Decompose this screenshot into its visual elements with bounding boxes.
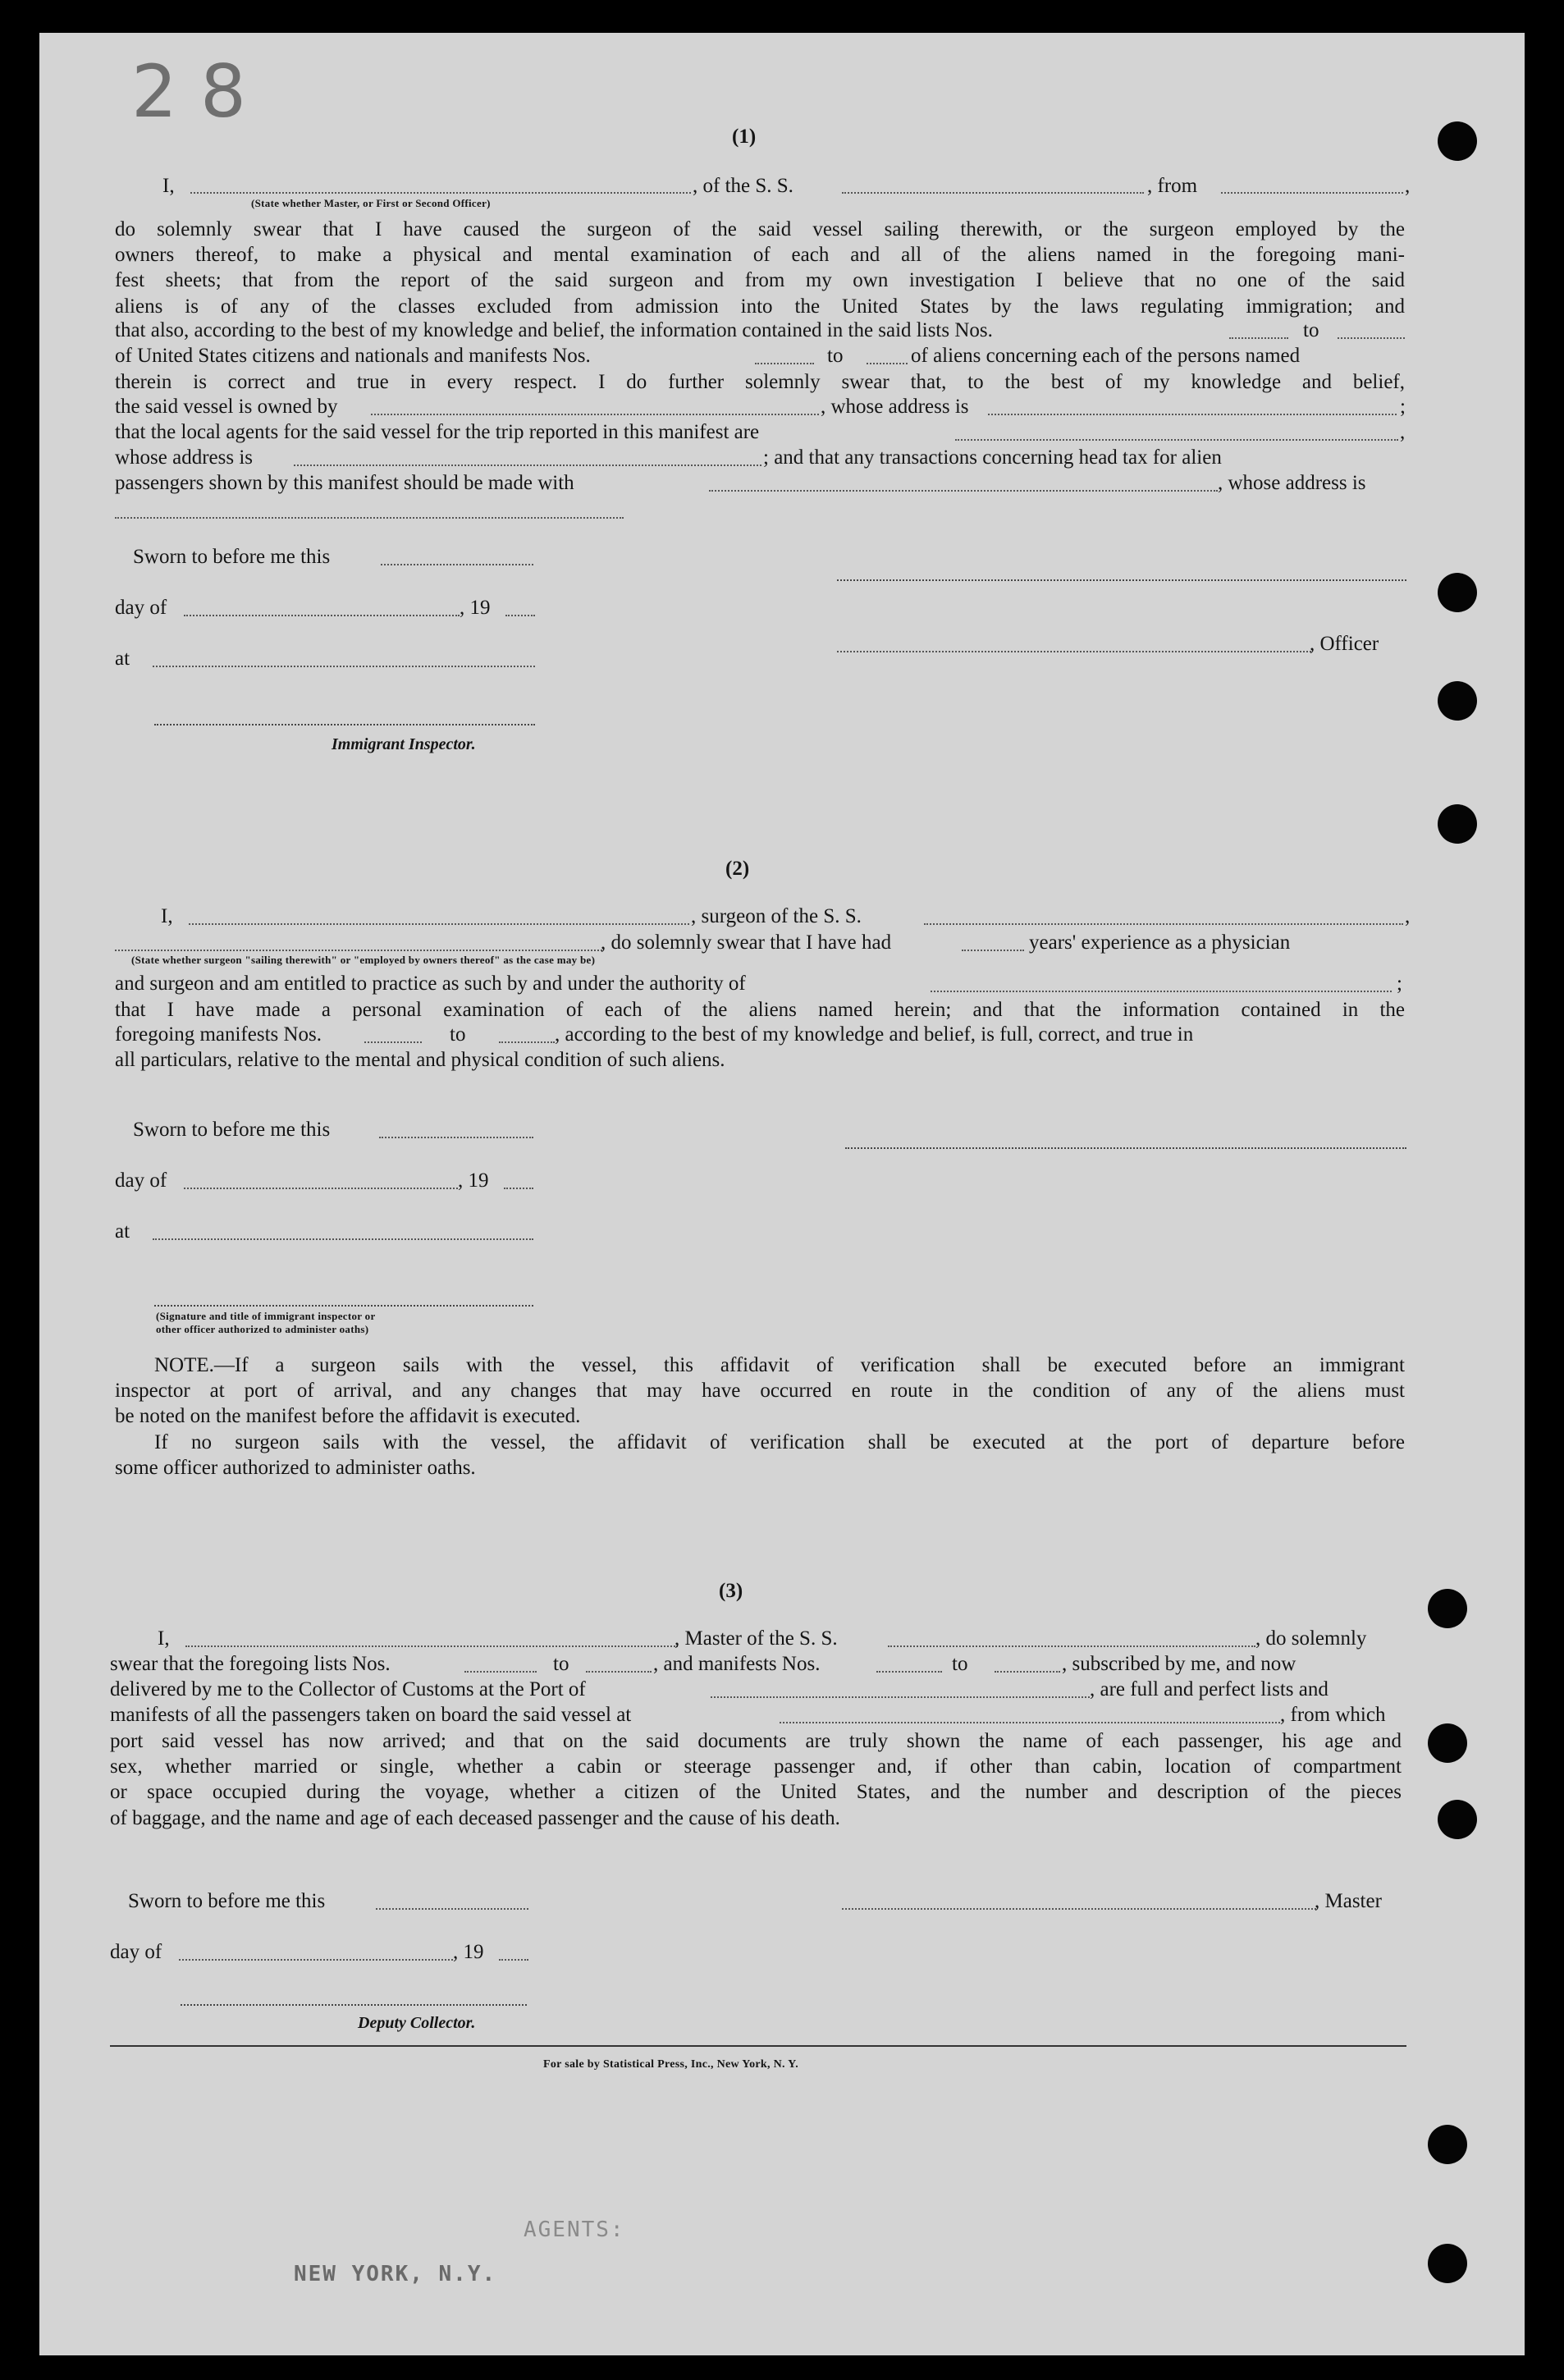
s1-comma: , xyxy=(1405,175,1411,197)
agent-stamp: AGENTS: xyxy=(524,2218,625,2242)
s1-manifests-to: to xyxy=(827,345,844,367)
s1-manifests-to-blank xyxy=(867,363,908,364)
s2-signature-caption: (Signature and title of immigrant inspector or xyxy=(156,1310,376,1322)
s2-semicolon: ; xyxy=(1397,973,1402,995)
s2-signature-caption: other officer authorized to administer oaths) xyxy=(156,1323,369,1335)
s2-text-line: that I have made a personal examination of each of the aliens named herein; and that the information contained in the xyxy=(115,999,1405,1021)
s2-vessel-blank xyxy=(924,923,1403,925)
punch-hole xyxy=(1428,1589,1467,1628)
s3-port-blank xyxy=(711,1696,1090,1698)
s1-headtax-label: passengers shown by this manifest should be made with xyxy=(115,472,574,494)
s3-lists-to-blank xyxy=(586,1671,652,1673)
note-line: inspector at port of arrival, and any changes that may have occurred en route in the condition of any of the aliens must xyxy=(115,1380,1405,1403)
printer-imprint: For sale by Statistical Press, Inc., New York, N. Y. xyxy=(543,2058,799,2071)
s1-owner-address-blank xyxy=(988,414,1397,415)
s3-port-label: delivered by me to the Collector of Customs at the Port of xyxy=(110,1678,586,1700)
s1-text-line: owners thereof, to make a physical and mental examination of each and all of the aliens named in the foregoing mani- xyxy=(115,244,1405,267)
s1-owner-address-label: , whose address is xyxy=(821,396,969,418)
s3-lists-label: swear that the foregoing lists Nos. xyxy=(110,1653,391,1675)
s1-vessel-blank xyxy=(842,192,1144,194)
s1-line-7 xyxy=(115,369,1405,395)
s1-signature-blank xyxy=(837,579,1406,581)
s1-inspector-blank xyxy=(154,724,535,725)
s1-lists-text: that also, according to the best of my knowledge and belief, the information contained in the said lists Nos. xyxy=(115,319,993,341)
s3-i: I, xyxy=(158,1627,170,1650)
s2-line-6: all particulars, relative to the mental and physical condition of such aliens. xyxy=(115,1049,725,1071)
s3-taken-at-label: manifests of all the passengers taken on board the said vessel at xyxy=(110,1704,632,1726)
s2-manifests-to: to xyxy=(450,1023,466,1046)
s2-line-4 xyxy=(115,997,1405,1023)
s2-manifests-tail: , according to the best of my knowledge and belief, is full, correct, and true in xyxy=(555,1023,1194,1046)
punch-hole xyxy=(1438,681,1477,721)
s3-text-line: of baggage, and the name and age of each deceased passenger and the cause of his death. xyxy=(110,1806,840,1829)
s1-at-label: at xyxy=(115,648,130,670)
s1-comma: , xyxy=(1400,421,1406,443)
s2-swear-text: , do solemnly swear that I have had xyxy=(601,931,892,954)
s3-text-line: sex, whether married or single, whether a cabin or steerage passenger and, if other than cabin, location of compartment xyxy=(110,1755,1402,1778)
punch-hole xyxy=(1428,2244,1467,2283)
s2-status-blank xyxy=(115,950,602,951)
s2-surgeon-hint: (State whether surgeon "sailing therewith" or "employed by owners thereof" as the case may be) xyxy=(131,954,596,966)
s1-officer-label: , Officer xyxy=(1310,633,1379,655)
s3-manifests-to-blank xyxy=(995,1671,1060,1673)
s1-year-blank xyxy=(505,615,535,616)
punch-hole xyxy=(1438,804,1477,844)
s3-manifests-from-blank xyxy=(876,1671,942,1673)
s1-headtax-blank xyxy=(709,490,1218,492)
s3-lists-from-blank xyxy=(464,1671,537,1673)
s2-comma: , xyxy=(1405,905,1411,927)
s2-day-blank xyxy=(184,1188,458,1189)
s1-day-of-label: day of xyxy=(115,597,167,619)
s1-from-blank xyxy=(1221,192,1403,194)
s2-inspector-blank xyxy=(154,1305,533,1307)
s1-text-line: do solemnly swear that I have caused the surgeon of the said vessel sailing therewith, or the surgeon employed by the xyxy=(115,218,1405,240)
s1-manifests-text: of United States citizens and nationals and manifests Nos. xyxy=(115,345,591,367)
s3-oath-paragraph xyxy=(110,1728,1402,1831)
punch-hole xyxy=(1438,1800,1477,1839)
s3-master-label: , Master xyxy=(1315,1890,1382,1912)
s1-of-ss: , of the S. S. xyxy=(693,175,793,197)
s1-owner-label: the said vessel is owned by xyxy=(115,396,338,418)
s3-manifests-label: , and manifests Nos. xyxy=(653,1653,821,1675)
s1-officer-name-blank xyxy=(190,192,691,194)
note-line: NOTE.—If a surgeon sails with the vessel, this affidavit of verification shall be executed before an immigrant xyxy=(154,1354,1405,1376)
s3-perfect-lists-text: , are full and perfect lists and xyxy=(1090,1678,1328,1700)
s2-authority-text: and surgeon and am entitled to practice as such by and under the authority of xyxy=(115,973,746,995)
s2-sworn-blank xyxy=(379,1137,533,1138)
s1-semicolon: ; xyxy=(1400,396,1406,418)
s1-inspector-label: Immigrant Inspector. xyxy=(332,735,476,753)
s2-manifests-to-blank xyxy=(499,1041,555,1043)
s2-at-blank xyxy=(153,1238,533,1240)
punch-hole xyxy=(1438,121,1477,161)
s1-manifests-from-blank xyxy=(755,363,814,364)
s2-at-label: at xyxy=(115,1220,130,1243)
s3-text-line: port said vessel has now arrived; and that on the said documents are truly shown the name of each passenger, his age and xyxy=(110,1730,1402,1752)
s1-headtax-address-label: , whose address is xyxy=(1218,472,1366,494)
section-3-number: (3) xyxy=(719,1580,743,1602)
s2-years-blank xyxy=(962,950,1024,951)
s3-sworn-blank xyxy=(376,1908,528,1910)
s2-i: I, xyxy=(161,905,173,927)
manifest-affidavit-page xyxy=(39,33,1525,2355)
s3-taken-at-blank xyxy=(780,1722,1280,1723)
punch-hole xyxy=(1428,1723,1467,1763)
s1-i: I, xyxy=(162,175,175,197)
s1-agents-label: that the local agents for the said vessel for the trip reported in this manifest are xyxy=(115,421,760,443)
page-number: 28 xyxy=(131,49,269,134)
s1-manifests-tail: of aliens concerning each of the persons named xyxy=(911,345,1301,367)
s3-lists-to: to xyxy=(553,1653,569,1675)
s3-year-blank xyxy=(499,1959,528,1961)
s1-text-line: aliens is of any of the classes excluded from admission into the United States by the laws regulating immigration; and xyxy=(115,295,1405,318)
s2-day-of-label: day of xyxy=(115,1169,167,1192)
s2-signature-blank xyxy=(845,1147,1406,1149)
s1-lists-to: to xyxy=(1303,319,1319,341)
s3-master-of-ss: , Master of the S. S. xyxy=(675,1627,838,1650)
s3-day-of-label: day of xyxy=(110,1941,162,1963)
s1-day-blank xyxy=(184,615,460,616)
s1-text-line: therein is correct and true in every respect. I do further solemnly swear that, to the best of my knowledge and belief, xyxy=(115,371,1405,393)
s1-agents-address-blank xyxy=(294,465,761,466)
s3-deputy-blank xyxy=(181,2004,527,2006)
s1-oath-paragraph xyxy=(115,217,1405,319)
s3-subscribed-text: , subscribed by me, and now xyxy=(1062,1653,1296,1675)
s3-sworn-label: Sworn to before me this xyxy=(128,1890,326,1912)
s3-master-name-blank xyxy=(185,1645,678,1647)
note-line: some officer authorized to administer oaths. xyxy=(115,1456,476,1479)
s3-solemnly: , do solemnly xyxy=(1255,1627,1367,1650)
s3-from-which-text: , from which xyxy=(1280,1704,1386,1726)
s2-sworn-label: Sworn to before me this xyxy=(133,1119,331,1141)
s2-year-label: , 19 xyxy=(458,1169,489,1192)
s3-year-label: , 19 xyxy=(453,1941,484,1963)
s3-master-signature-blank xyxy=(842,1908,1316,1910)
s1-owner-blank xyxy=(371,414,819,415)
s1-officer-hint: (State whether Master, or First or Second Officer) xyxy=(251,197,491,209)
s1-text-line: fest sheets; that from the report of the said surgeon and from my own investigation I believe that no one of the said xyxy=(115,269,1405,292)
s1-from: , from xyxy=(1147,175,1198,197)
note-paragraph xyxy=(115,1352,1405,1481)
punch-hole xyxy=(1428,2125,1467,2164)
agent-stamp-city: NEW YORK, N.Y. xyxy=(294,2262,497,2286)
s1-at-blank xyxy=(153,666,535,667)
s2-authority-blank xyxy=(931,991,1392,992)
s2-surgeon-of-ss: , surgeon of the S. S. xyxy=(691,905,862,927)
punch-hole xyxy=(1438,573,1477,612)
s1-headtax-text: ; and that any transactions concerning head tax for alien xyxy=(763,446,1222,469)
s1-agents-blank xyxy=(955,439,1398,441)
s3-text-line: or space occupied during the voyage, whether a citizen of the United States, and the number and description of the pieces xyxy=(110,1781,1402,1804)
s3-vessel-blank xyxy=(888,1645,1255,1647)
s1-lists-from-blank xyxy=(1229,337,1288,339)
s2-surgeon-name-blank xyxy=(189,923,689,925)
s1-officer-blank xyxy=(837,651,1311,652)
s2-manifests-label: foregoing manifests Nos. xyxy=(115,1023,322,1046)
s1-sworn-blank xyxy=(381,564,533,565)
section-1-number: (1) xyxy=(732,126,757,148)
s1-headtax-address-blank xyxy=(115,517,624,519)
s1-year-label: , 19 xyxy=(460,597,491,619)
s2-year-blank xyxy=(504,1188,533,1189)
note-line: be noted on the manifest before the affidavit is executed. xyxy=(115,1405,581,1428)
s1-sworn-label: Sworn to before me this xyxy=(133,546,331,568)
s3-day-blank xyxy=(179,1959,453,1961)
s2-experience-text: years' experience as a physician xyxy=(1029,931,1291,954)
s2-manifests-from-blank xyxy=(364,1041,422,1043)
s1-agents-address-label: whose address is xyxy=(115,446,254,469)
s1-lists-to-blank xyxy=(1338,337,1405,339)
section-2-number: (2) xyxy=(725,858,750,880)
footer-rule xyxy=(110,2045,1406,2047)
s3-manifests-to: to xyxy=(952,1653,968,1675)
note-line: If no surgeon sails with the vessel, the affidavit of verification shall be executed at the port of departure before xyxy=(154,1430,1405,1453)
s3-deputy-label: Deputy Collector. xyxy=(358,2014,476,2032)
